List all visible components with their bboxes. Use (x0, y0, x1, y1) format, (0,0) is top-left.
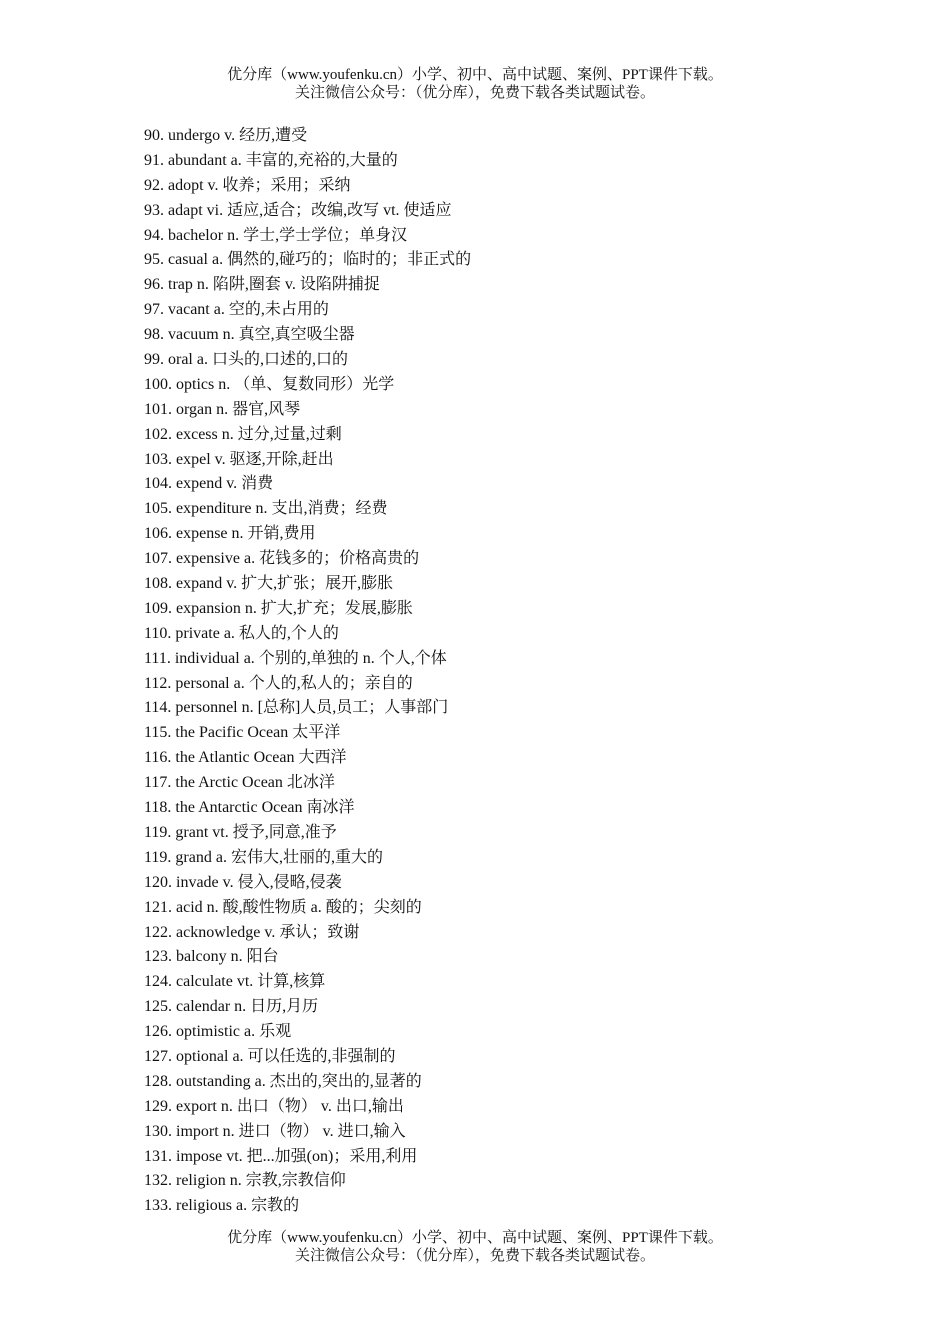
vocabulary-entry: 94. bachelor n. 学士,学士学位；单身汉 (144, 226, 408, 244)
vocabulary-entry: 112. personal a. 个人的,私人的；亲自的 (144, 674, 413, 692)
vocabulary-entry: 118. the Antarctic Ocean 南冰洋 (144, 799, 355, 817)
vocabulary-entry: 124. calculate vt. 计算,核算 (144, 973, 326, 991)
vocabulary-entry: 90. undergo v. 经历,遭受 (144, 127, 308, 144)
footer-line-1: 优分库（www.youfenku.cn）小学、初中、高中试题、案例、PPT课件下载。 (227, 1230, 723, 1246)
vocabulary-entry: 98. vacuum n. 真空,真空吸尘器 (144, 326, 355, 344)
header-line-1: 优分库（www.youfenku.cn）小学、初中、高中试题、案例、PPT课件下载。 (227, 67, 723, 83)
vocabulary-entry: 125. calendar n. 日历,月历 (144, 998, 319, 1016)
vocabulary-entry: 109. expansion n. 扩大,扩充；发展,膨胀 (144, 599, 413, 617)
vocabulary-entry: 120. invade v. 侵入,侵略,侵袭 (144, 873, 342, 891)
vocabulary-entry: 119. grand a. 宏伟大,壮丽的,重大的 (144, 848, 383, 866)
page-footer (0, 1229, 950, 1265)
vocabulary-entry: 127. optional a. 可以任选的,非强制的 (144, 1047, 396, 1065)
vocabulary-entry: 111. individual a. 个别的,单独的 n. 个人,个体 (144, 649, 447, 667)
vocabulary-entry: 95. casual a. 偶然的,碰巧的；临时的；非正式的 (144, 251, 472, 269)
vocabulary-entry: 107. expensive a. 花钱多的；价格高贵的 (144, 550, 420, 568)
vocabulary-entry: 116. the Atlantic Ocean 大西洋 (144, 749, 347, 767)
vocabulary-entry: 119. grant vt. 授予,同意,准予 (144, 823, 337, 841)
vocabulary-entry: 132. religion n. 宗教,宗教信仰 (144, 1172, 346, 1190)
vocabulary-entry: 102. excess n. 过分,过量,过剩 (144, 425, 342, 443)
vocabulary-entry: 97. vacant a. 空的,未占用的 (144, 301, 329, 319)
vocabulary-entry: 110. private a. 私人的,个人的 (144, 624, 339, 642)
vocabulary-list (144, 124, 471, 1219)
vocabulary-entry: 123. balcony n. 阳台 (144, 948, 279, 966)
header-line-2: 关注微信公众号：（优分库），免费下载各类试题试卷。 (294, 85, 655, 101)
vocabulary-entry: 122. acknowledge v. 承认；致谢 (144, 923, 360, 941)
vocabulary-entry: 133. religious a. 宗教的 (144, 1197, 300, 1215)
vocabulary-entry: 99. oral a. 口头的,口述的,口的 (144, 351, 348, 369)
vocabulary-entry: 121. acid n. 酸,酸性物质 a. 酸的；尖刻的 (144, 898, 422, 916)
vocabulary-entry: 92. adopt v. 收养；采用；采纳 (144, 176, 351, 194)
vocabulary-entry: 131. impose vt. 把...加强(on)；采用,利用 (144, 1147, 418, 1165)
vocabulary-entry: 91. abundant a. 丰富的,充裕的,大量的 (144, 151, 398, 169)
vocabulary-entry: 117. the Arctic Ocean 北冰洋 (144, 774, 335, 792)
vocabulary-entry: 114. personnel n. [总称]人员,员工；人事部门 (144, 699, 449, 717)
vocabulary-entry: 130. import n. 进口（物） v. 进口,输入 (144, 1122, 406, 1140)
vocabulary-entry: 100. optics n. （单、复数同形）光学 (144, 375, 395, 393)
vocabulary-entry: 103. expel v. 驱逐,开除,赶出 (144, 450, 334, 468)
vocabulary-entry: 128. outstanding a. 杰出的,突出的,显著的 (144, 1072, 422, 1090)
vocabulary-entry: 108. expand v. 扩大,扩张；展开,膨胀 (144, 575, 394, 593)
vocabulary-entry: 115. the Pacific Ocean 太平洋 (144, 724, 341, 742)
vocabulary-entry: 96. trap n. 陷阱,圈套 v. 设陷阱捕捉 (144, 276, 380, 294)
vocabulary-entry: 129. export n. 出口（物） v. 出口,输出 (144, 1097, 404, 1115)
vocabulary-entry: 126. optimistic a. 乐观 (144, 1023, 292, 1041)
page-header (0, 66, 950, 102)
footer-line-2: 关注微信公众号：（优分库），免费下载各类试题试卷。 (294, 1248, 655, 1264)
vocabulary-entry: 93. adapt vi. 适应,适合；改编,改写 vt. 使适应 (144, 201, 452, 219)
vocabulary-entry: 106. expense n. 开销,费用 (144, 525, 316, 543)
vocabulary-entry: 101. organ n. 器官,风琴 (144, 400, 301, 418)
vocabulary-entry: 104. expend v. 消费 (144, 475, 274, 493)
vocabulary-entry: 105. expenditure n. 支出,消费；经费 (144, 500, 388, 518)
